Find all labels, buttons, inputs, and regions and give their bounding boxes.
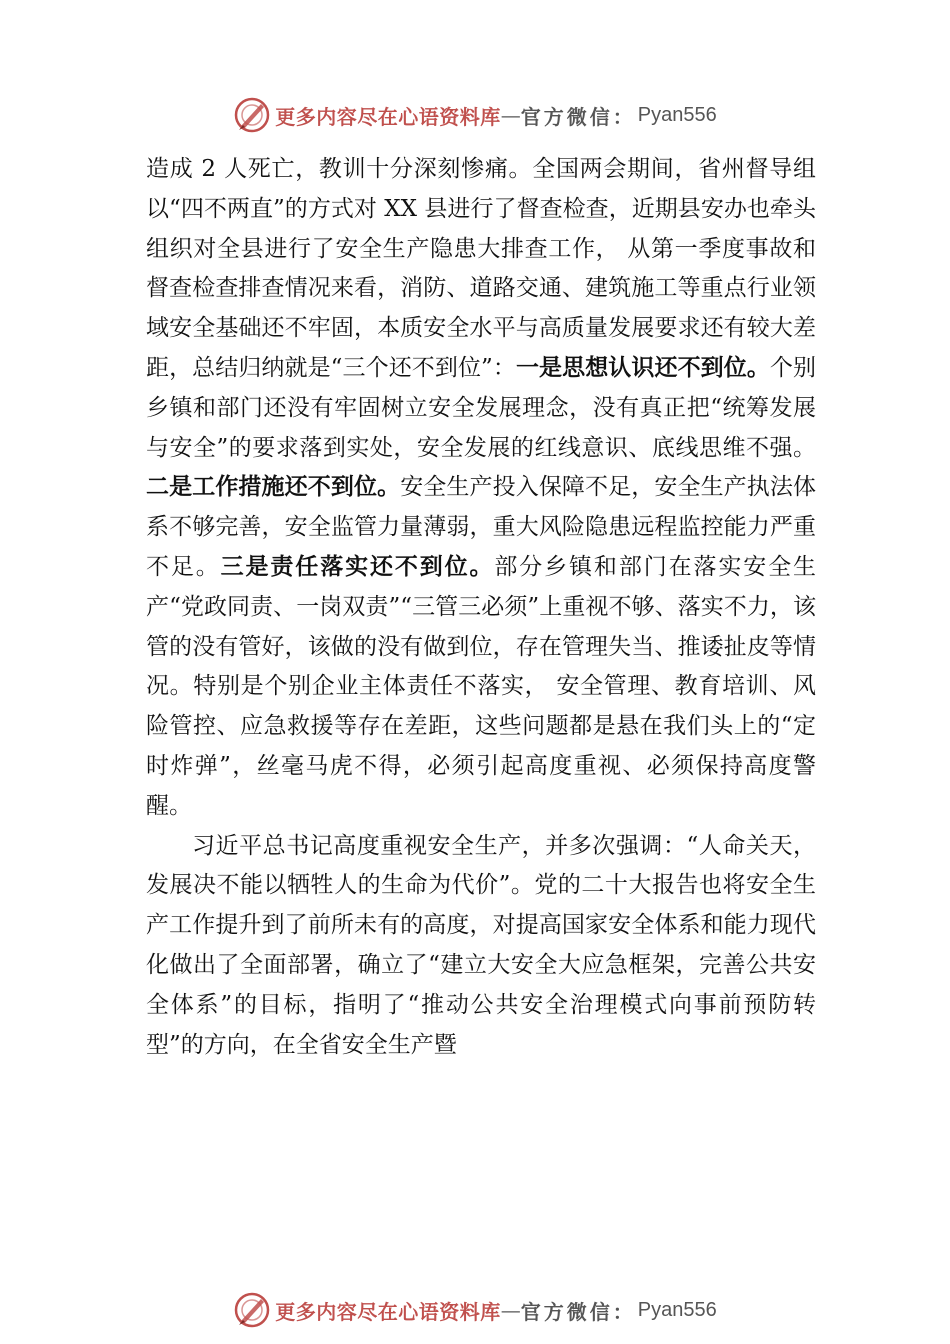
banner-contact-label: 官方微信： — [520, 1299, 636, 1324]
text-run: 造成 2 人死亡，教训十分深刻惨痛。全国两会期间，省州督导组以“四不两直”的方式对 XX 县进行了督查检查，近期县安办也牵头组织对全县进行了安全生产隐患大排查工作， 从第一季度事故和督查检查排查情况来看，消防、道路交通、建筑施工等重点行业领域安全基础还不牢固，本质安全水平与高质量发展要求还有较大差距，总结归纳就是“三个还不到位”： — [146, 156, 816, 381]
banner-main-text: 更多内容尽在心语资料库 — [275, 1299, 501, 1324]
paragraph-2: 习近平总书记高度重视安全生产，并多次强调：“人命关天，发展决不能以牺牲人的生命为代价”。党的二十大报告也将安全生产工作提升到了前所未有的高度，对提高国家安全体系和能力现代化做出了全面部署，确立了“建立大安全大应急框架，完善公共安全体系”的目标，指明了“推动公共安全治理模式向事前预防转型”的方向，在全省安全生产暨 — [146, 832, 816, 1058]
bold-heading-2: 二是工作措施还不到位。 — [146, 474, 401, 501]
paragraph-1 — [146, 150, 816, 827]
banner-contact-id: Pyan556 — [637, 1298, 717, 1321]
banner-contact-label: 官方微信： — [520, 104, 636, 129]
banner-contact-id: Pyan556 — [637, 103, 717, 126]
banner-separator: — — [500, 103, 521, 127]
banner-main-text: 更多内容尽在心语资料库 — [275, 104, 501, 129]
header-banner — [0, 95, 950, 135]
text-run: 安全生产投入保障不足，安全生产执法体系不够完善，安全监管力量薄弱，重大风险隐患远程监控能力严重不足。 — [146, 474, 817, 580]
banner-separator: — — [500, 1298, 521, 1322]
text-run: 部分乡镇和部门在落实安全生产“党政同责、一岗双责”“三管三必须”上重视不够、落实不力，该管的没有管好，该做的没有做到位，存在管理失当、推诿扯皮等情况。特别是个别企业主体责任不落实， 安全管理、教育培训、风险管控、应急救援等存在差距，这些问题都是悬在我们头上的“定时炸弹”，丝毫马虎不得，必须引起高度重视、必须保持高度警醒。 — [146, 553, 817, 819]
bold-heading-1: 一是思想认识还不到位。 — [515, 354, 770, 381]
document-body — [146, 150, 816, 1065]
brand-logo-icon — [233, 1291, 271, 1329]
brand-logo-icon — [233, 96, 271, 134]
text-run: 个别乡镇和部门还没有牢固树立安全发展理念，没有真正把“统筹发展与安全”的要求落到实处，安全发展的红线意识、底线思维不强。 — [146, 354, 816, 461]
bold-heading-3: 三是责任落实还不到位。 — [220, 553, 495, 580]
footer-banner — [0, 1290, 950, 1330]
